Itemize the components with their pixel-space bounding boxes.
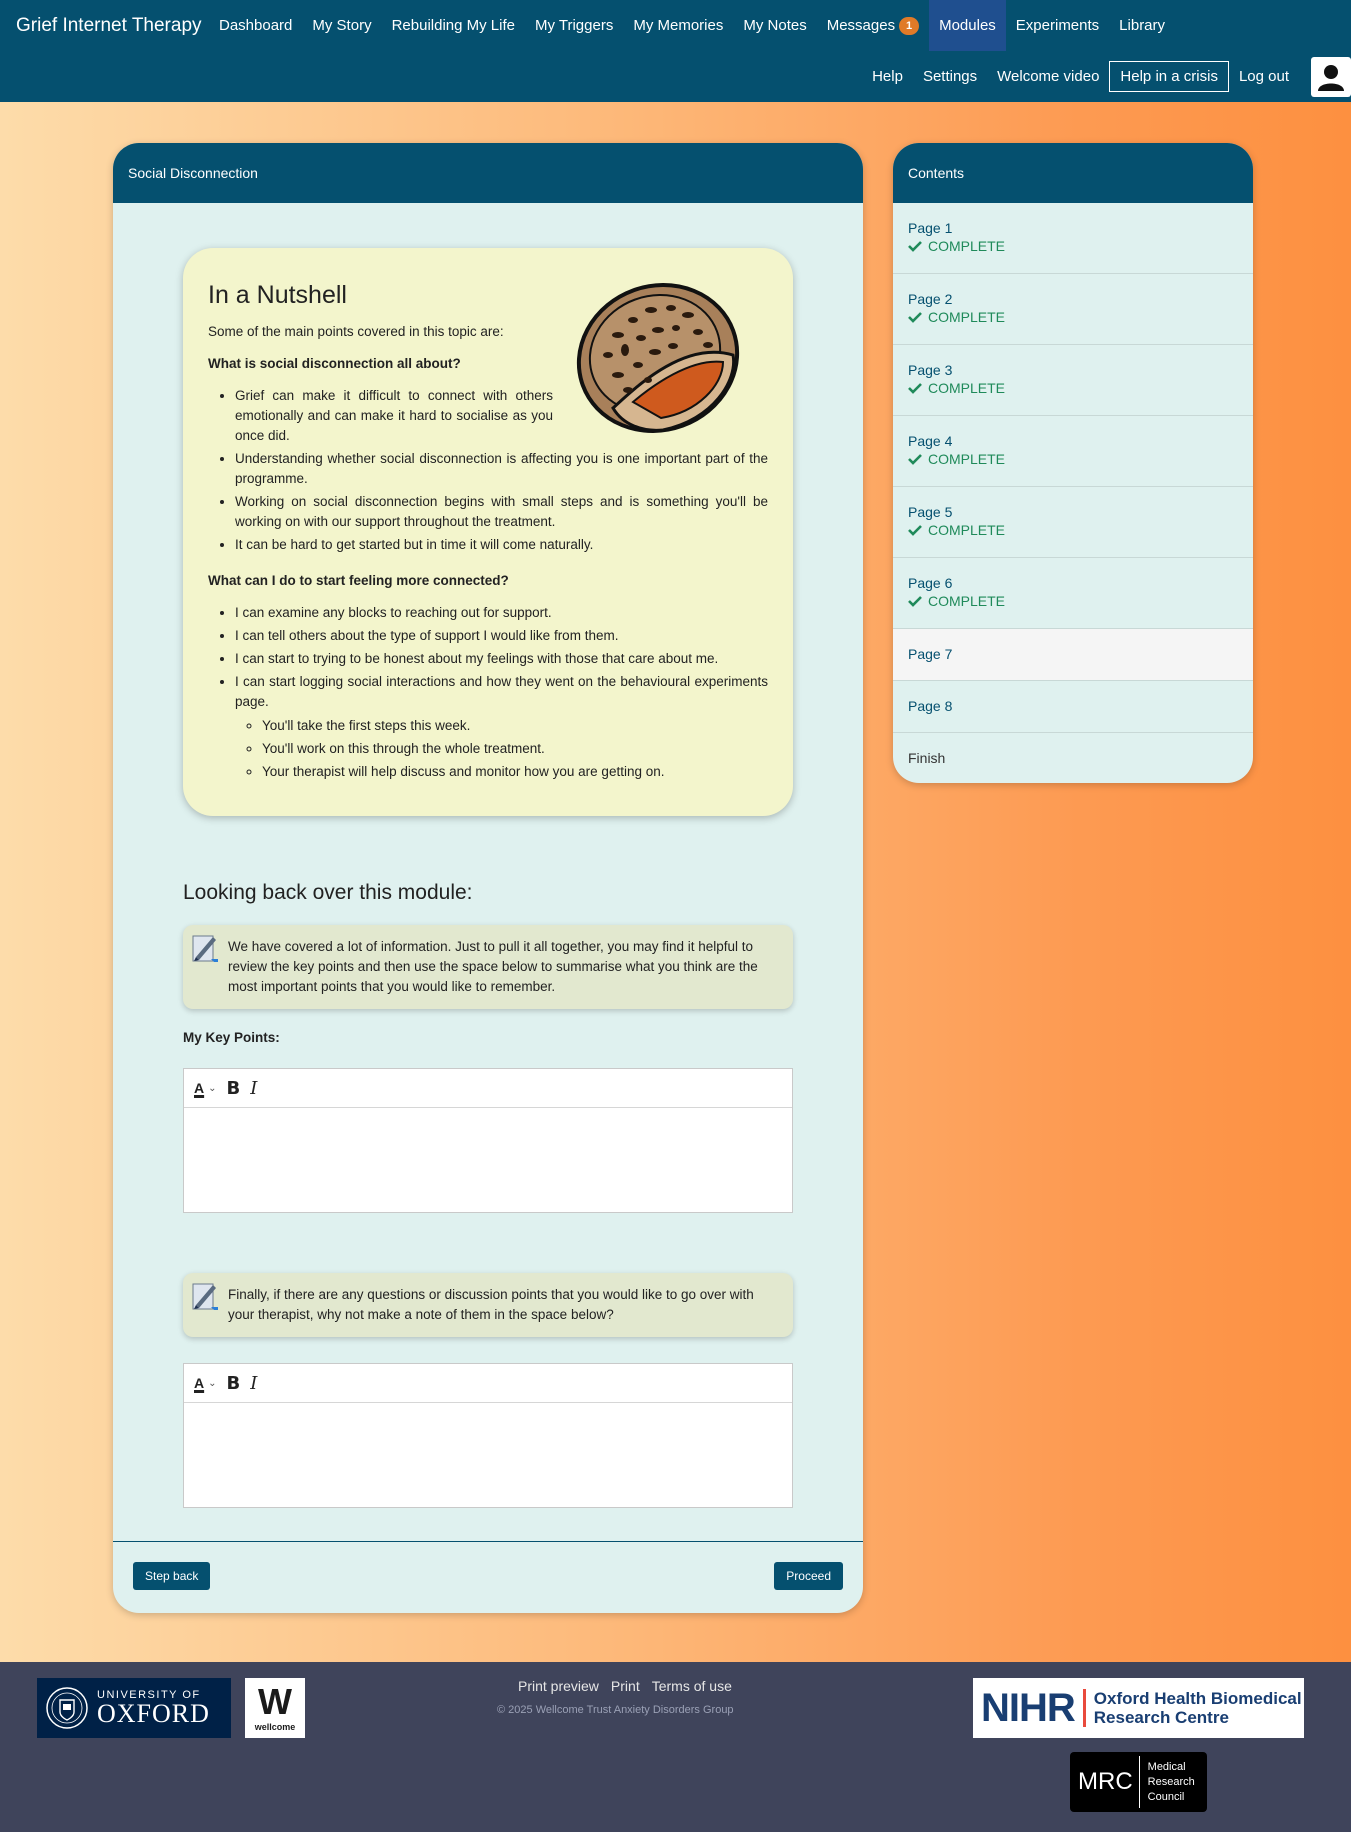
user-icon [1316,62,1346,92]
bold-button[interactable]: B [226,1372,241,1394]
complete-label: COMPLETE [928,309,1006,325]
nihr-centre-line-1: Oxford Health Biomedical [1093,1689,1302,1708]
questions-instruction-note [183,1273,793,1337]
contents-page-3[interactable] [893,345,1253,416]
page-label: Page 6 [908,575,953,591]
checkmark-icon [908,524,922,536]
font-color-icon: A [194,1080,205,1096]
nav-my-triggers[interactable]: My Triggers [534,17,614,34]
checkmark-icon [908,453,922,465]
wellcome-name: wellcome [254,1722,296,1732]
nihr-centre-line-2: Research Centre [1093,1708,1229,1727]
module-panel [113,143,863,1613]
top-navbar [0,0,1351,102]
page-label: Page 8 [908,698,953,714]
contents-page-7[interactable] [893,629,1253,681]
nav-help[interactable]: Help [872,68,903,85]
sub-list-item: ◦ You'll take the first steps this week. [262,716,768,736]
questions-editor [183,1363,793,1508]
mrc-line-2: Research [1147,1775,1195,1788]
nutshell-question-1: What is social disconnection all about? [208,356,461,371]
messages-count-badge: 1 [899,17,919,35]
primary-nav [209,0,1175,51]
nihr-text: NIHR [981,1685,1075,1730]
looking-back-heading: Looking back over this module: [183,881,473,904]
contents-finish[interactable] [893,733,1253,783]
terms-of-use-link[interactable]: Terms of use [651,1678,732,1694]
oxford-bottom-text: OXFORD [97,1699,210,1728]
contents-page-2[interactable] [893,274,1253,345]
print-preview-link[interactable]: Print preview [518,1678,599,1694]
nav-experiments[interactable]: Experiments [1015,17,1100,34]
complete-status [908,451,1238,467]
contents-page-5[interactable] [893,487,1253,558]
sub-list-item: ◦ Your therapist will help discuss and monitor how you are getting on. [262,762,768,782]
nihr-divider [1083,1689,1086,1727]
font-color-icon: A [194,1375,205,1391]
module-panel-footer [113,1541,863,1613]
pen-paper-icon [191,933,219,963]
bold-button[interactable]: B [226,1077,241,1099]
page-label: Page 3 [908,362,953,378]
nav-library[interactable]: Library [1119,17,1166,34]
proceed-button[interactable]: Proceed [774,1562,843,1590]
nav-modules[interactable]: Modules [929,0,1006,51]
note-text: Finally, if there are any questions or discussion points that you would like to go over with your therapist, why not make a note of them in the space below? [228,1287,754,1322]
checkmark-icon [908,382,922,394]
editor-toolbar [184,1364,792,1403]
list-item-text: I can start logging social interactions and how they went on the behavioural experiments page. [235,674,768,709]
checkmark-icon [908,595,922,607]
list-item: • It can be hard to get started but in time it will come naturally. [235,535,768,555]
nutshell-heading: In a Nutshell [208,281,347,309]
nutshell-card [183,248,793,816]
complete-label: COMPLETE [928,522,1006,538]
editor-toolbar [184,1069,792,1108]
chevron-down-icon: ⌄ [208,1377,217,1389]
summary-instruction-note [183,925,793,1009]
page-label: Page 5 [908,504,953,520]
contents-page-6[interactable] [893,558,1253,629]
chevron-down-icon: ⌄ [208,1082,217,1094]
list-item: • I can tell others about the type of support I would like from them. [235,626,768,646]
contents-page-8[interactable] [893,681,1253,733]
complete-label: COMPLETE [928,451,1006,467]
nav-dashboard[interactable]: Dashboard [219,17,293,34]
list-item: • Grief can make it difficult to connect with others emotionally and can make it hard to socialise as you once did. [235,386,553,446]
mrc-line-3: Council [1147,1790,1185,1803]
wellcome-logo [245,1678,305,1738]
italic-button[interactable]: I [250,1077,258,1099]
secondary-nav [862,51,1351,102]
user-avatar-button[interactable] [1311,57,1351,97]
mrc-full-name [1140,1760,1195,1805]
nihr-centre-name [1094,1689,1302,1727]
nav-welcome-video[interactable]: Welcome video [997,68,1100,85]
oxford-top-text: UNIVERSITY OF [97,1689,201,1701]
page-label: Finish [908,750,946,766]
key-points-textarea[interactable] [184,1108,792,1212]
list-item: • Understanding whether social disconnection is affecting you is one important part of the programme. [235,449,768,489]
walnut-illustration [573,280,743,440]
questions-textarea[interactable] [184,1403,792,1507]
nihr-logo [973,1678,1304,1738]
page-label: Page 4 [908,433,953,449]
site-footer [0,1662,1351,1832]
list-item: • Working on social disconnection begins with small steps and is something you'll be working on with our support throughout the treatment. [235,492,768,532]
print-link[interactable]: Print [610,1678,640,1694]
list-item: • I can examine any blocks to reaching out for support. [235,603,768,623]
brand-title[interactable]: Grief Internet Therapy [16,15,202,36]
complete-status [908,593,1238,609]
complete-status [908,238,1238,254]
font-color-button[interactable] [194,1074,217,1102]
nav-messages[interactable] [817,0,929,51]
complete-status [908,380,1238,396]
complete-label: COMPLETE [928,380,1006,396]
contents-title: Contents [893,143,1253,203]
mrc-line-1: Medical [1147,1760,1186,1773]
complete-status [908,309,1238,325]
page-label: Page 7 [908,646,953,662]
nutshell-intro: Some of the main points covered in this topic are: [208,324,504,339]
list-item [235,672,768,782]
nav-settings[interactable]: Settings [922,68,978,85]
nav-my-notes[interactable]: My Notes [743,17,807,34]
checkmark-icon [908,240,922,252]
complete-status [908,522,1238,538]
page-label: Page 1 [908,220,953,236]
complete-label: COMPLETE [928,238,1006,254]
key-points-label: My Key Points: [183,1030,280,1045]
sub-list [262,716,768,782]
pen-paper-icon [191,1281,219,1311]
list-item: • I can start to trying to be honest about my feelings with those that care about me. [235,649,768,669]
nav-logout[interactable]: Log out [1238,68,1289,85]
nav-messages-label: Messages [826,17,896,34]
nav-my-memories[interactable]: My Memories [633,17,724,34]
question-2-list [235,603,768,782]
wellcome-w: W [258,1681,292,1722]
oxford-logo [37,1678,231,1738]
step-back-button[interactable]: Step back [133,1562,210,1590]
nutshell-question-2: What can I do to start feeling more connected? [208,573,509,588]
contents-page-1[interactable] [893,203,1253,274]
module-title: Social Disconnection [113,143,863,203]
help-in-crisis-button[interactable]: Help in a crisis [1109,61,1229,92]
footer-links [518,1678,744,1694]
nav-rebuilding-my-life[interactable]: Rebuilding My Life [391,17,515,34]
copyright-text: © 2025 Wellcome Trust Anxiety Disorders Group [497,1704,734,1716]
page-label: Page 2 [908,291,953,307]
nav-my-story[interactable]: My Story [312,17,372,34]
contents-page-4[interactable] [893,416,1253,487]
sub-list-item: ◦ You'll work on this through the whole treatment. [262,739,768,759]
mrc-text: MRC [1070,1756,1140,1808]
key-points-editor [183,1068,793,1213]
mrc-logo [1070,1752,1207,1812]
oxford-crest-icon [45,1686,89,1730]
note-text: We have covered a lot of information. Just to pull it all together, you may find it helpful to review the key points and then use the space below to summarise what you think are the most important points that you would like to remember. [228,939,758,994]
font-color-button[interactable] [194,1369,217,1397]
contents-sidebar [893,143,1253,783]
complete-label: COMPLETE [928,593,1006,609]
checkmark-icon [908,311,922,323]
italic-button[interactable]: I [250,1372,258,1394]
